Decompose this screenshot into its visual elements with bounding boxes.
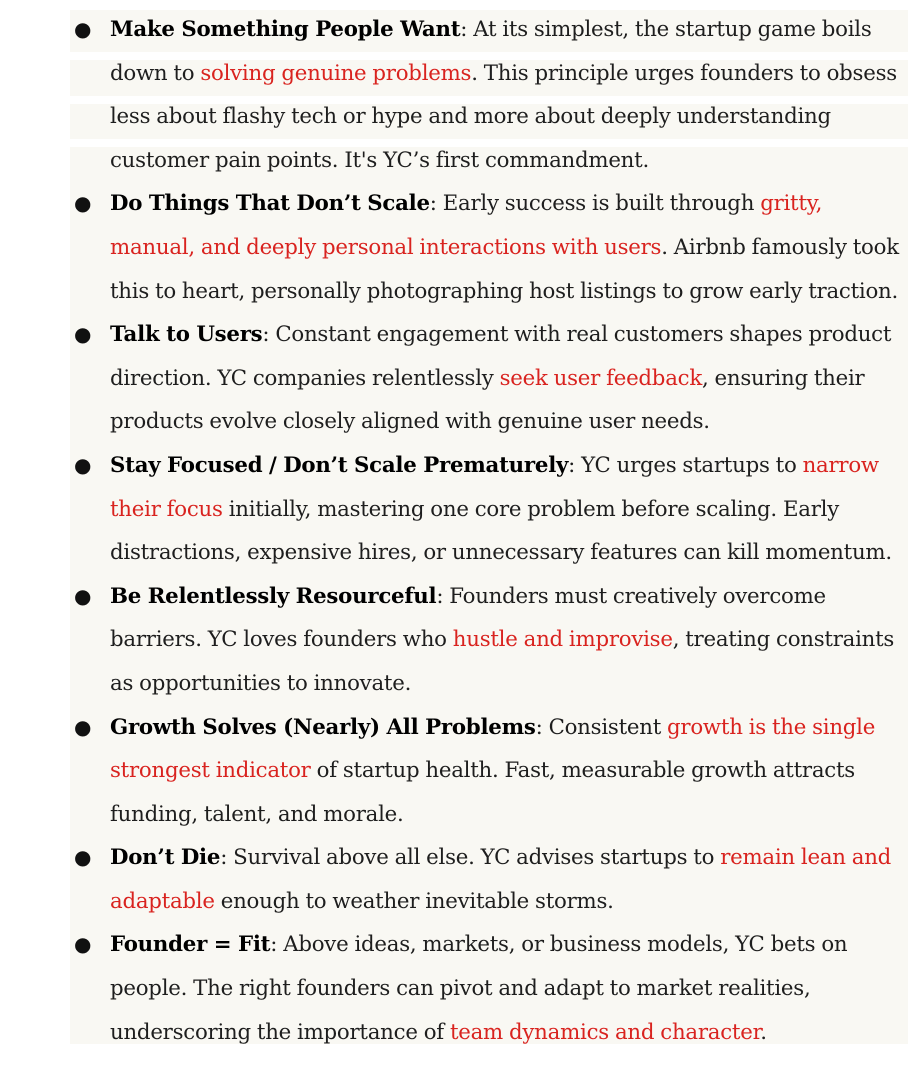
bullet-icon: ● <box>74 191 92 216</box>
principle-term: Growth Solves (Nearly) All Problems <box>110 714 536 740</box>
bullet-icon: ● <box>74 845 92 870</box>
principle-text: : Consistent <box>535 714 668 740</box>
principle-text: . Airbnb famously took this to heart, personally photographing host listings to grow early traction. <box>110 234 899 304</box>
principle-highlight: team dynamics and character <box>449 1019 761 1045</box>
principle-text: initially, mastering one core problem before scaling. Early distractions, expensive hires, or unnecessary features can kill momentum. <box>110 496 892 566</box>
list-item <box>0 575 908 706</box>
bullet-icon: ● <box>74 17 92 41</box>
principle-text: : Constant engagement with real customers shapes product direction. YC companies relentlessly <box>110 322 892 391</box>
principle-text: : Founders must creatively overcome barriers. YC loves founders who <box>110 583 826 653</box>
principle-text: : Early success is built through <box>429 191 761 217</box>
list-item <box>0 444 908 575</box>
bullet-icon: ● <box>74 322 92 347</box>
principles-list <box>0 8 908 1054</box>
principle-highlight: hustle and improvise <box>452 627 673 653</box>
principle-highlight: gritty, manual, and deeply personal interactions with users <box>110 191 823 260</box>
list-item <box>0 836 908 923</box>
list-item <box>0 313 908 444</box>
principle-term: Stay Focused / Don’t Scale Prematurely <box>110 452 569 478</box>
principle-text: of startup health. Fast, measurable growth attracts funding, talent, and morale. <box>110 758 855 827</box>
principle-text: : Survival above all else. YC advises startups to <box>220 845 721 871</box>
bullet-icon: ● <box>74 714 92 739</box>
list-item <box>0 923 908 1054</box>
principle-text: , treating constraints as opportunities to innovate. <box>110 627 895 696</box>
bullet-icon: ● <box>74 932 92 957</box>
list-item <box>0 706 908 837</box>
principle-term: Make Something People Want <box>110 17 461 42</box>
list-item <box>0 8 908 182</box>
principle-text: : At its simplest, the startup game boils down to <box>110 17 872 86</box>
principle-term: Be Relentlessly Resourceful <box>110 583 437 609</box>
principle-highlight: growth is the single strongest indicator <box>110 714 876 784</box>
principle-text: , ensuring their products evolve closely aligned with genuine user needs. <box>110 365 865 435</box>
principle-text: : Above ideas, markets, or business models, YC bets on people. The right founders can pivot and adapt to market realities, underscoring the importance of <box>110 932 848 1045</box>
principle-text: . This principle urges founders to obsess less about flashy tech or hype and more about deeply understanding customer pain points. It's YC’s first commandment. <box>110 60 897 173</box>
principle-term: Do Things That Don’t Scale <box>110 191 430 217</box>
principle-highlight: narrow their focus <box>110 452 879 522</box>
principle-term: Founder = Fit <box>110 932 271 958</box>
bullet-icon: ● <box>74 452 92 477</box>
principle-text: : YC urges startups to <box>568 452 803 478</box>
principle-text: enough to weather inevitable storms. <box>214 888 614 914</box>
list-item <box>0 182 908 313</box>
principle-text: . <box>760 1019 767 1045</box>
principle-highlight: remain lean and adaptable <box>110 845 892 914</box>
principle-highlight: seek user feedback <box>499 365 702 391</box>
principle-highlight: solving genuine problems <box>200 60 472 86</box>
bullet-icon: ● <box>74 583 92 608</box>
principle-term: Don’t Die <box>110 845 221 871</box>
principle-term: Talk to Users <box>110 322 263 348</box>
